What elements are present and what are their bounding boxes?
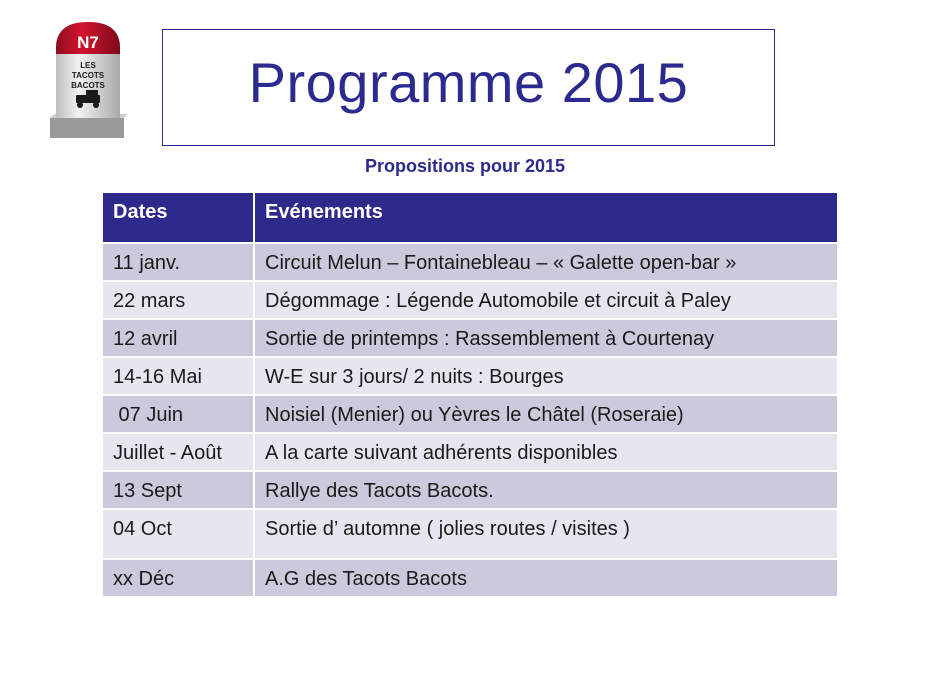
subtitle: Propositions pour 2015 [364,156,566,176]
row-event: A la carte suivant adhérents disponibles [254,433,838,471]
row-event: W-E sur 3 jours/ 2 nuits : Bourges [254,357,838,395]
table-row [102,559,838,597]
header-dates: Dates [102,192,254,243]
row-date: Juillet - Août [102,433,254,471]
row-event: Sortie d’ automne ( jolies routes / visites ) [254,509,838,559]
row-date: 13 Sept [102,471,254,509]
program-table [101,191,839,598]
row-event: Sortie de printemps : Rassemblement à Courtenay [254,319,838,357]
page-title: Programme 2015 [248,51,689,114]
row-date: 14-16 Mai [102,357,254,395]
milestone-logo [48,18,128,146]
row-date: xx Déc [102,559,254,597]
row-date: 12 avril [102,319,254,357]
row-date: 22 mars [102,281,254,319]
table-row [102,471,838,509]
table-row [102,509,838,559]
logo-road-number: N7 [77,33,99,52]
row-event: Noisiel (Menier) ou Yèvres le Châtel (Roseraie) [254,395,838,433]
table-row [102,433,838,471]
row-event: Circuit Melun – Fontainebleau – « Galette open-bar » [254,243,838,281]
logo-text-line1: LES [80,61,96,70]
row-event: A.G des Tacots Bacots [254,559,838,597]
table-row [102,281,838,319]
row-event: Rallye des Tacots Bacots. [254,471,838,509]
table-header-row [102,192,838,243]
row-event: Dégommage : Légende Automobile et circuit à Paley [254,281,838,319]
header-events: Evénements [254,192,838,243]
table-row [102,243,838,281]
row-date: 07 Juin [102,395,254,433]
logo-text-line3: BACOTS [71,81,105,90]
table-row [102,357,838,395]
title-box [162,29,775,146]
logo-text-line2: TACOTS [71,71,105,80]
table-row [102,319,838,357]
row-date: 11 janv. [102,243,254,281]
table-row [102,395,838,433]
row-date: 04 Oct [102,509,254,559]
